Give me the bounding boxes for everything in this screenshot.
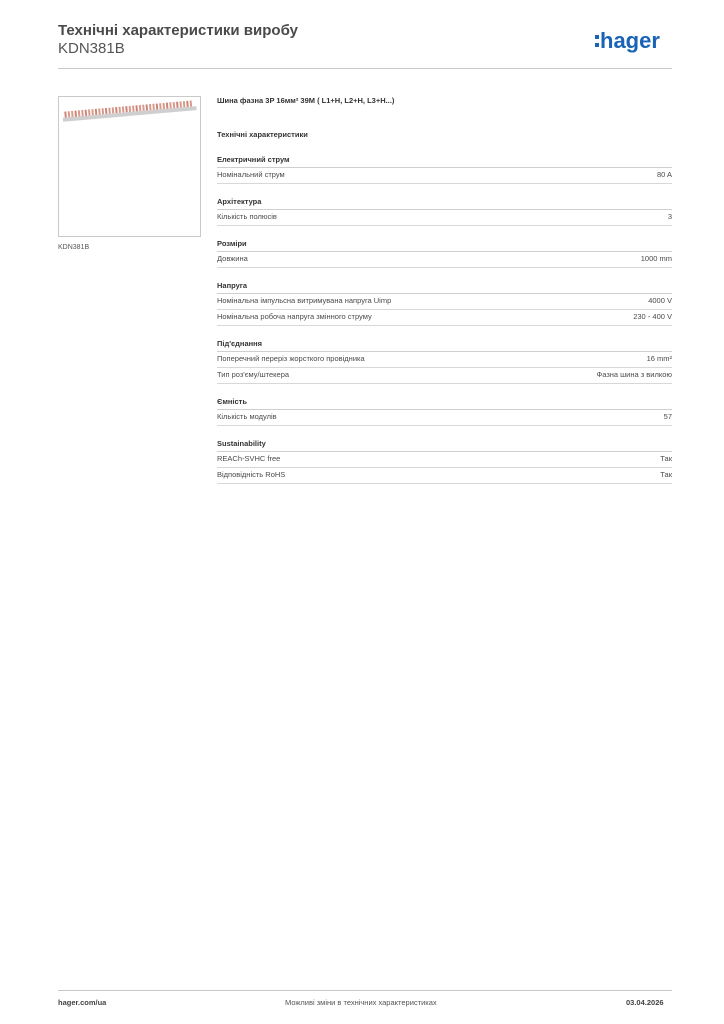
spec-label: Кількість модулів [217, 412, 277, 421]
spec-label: REACh-SVHC free [217, 454, 281, 463]
spec-group [217, 238, 672, 268]
busbar-tooth [81, 110, 84, 116]
spec-group [217, 154, 672, 184]
spec-value: 57 [663, 412, 672, 421]
busbar-tooth [95, 109, 98, 115]
busbar-tooth [179, 101, 182, 107]
spec-group [217, 280, 672, 326]
spec-label: Номінальна імпульсна витримувана напруга Uimp [217, 296, 392, 305]
busbar-tooth [74, 111, 77, 117]
spec-row [217, 168, 672, 184]
spec-row [217, 310, 672, 326]
busbar-tooth [78, 110, 81, 116]
image-caption: KDN381B [58, 244, 90, 251]
busbar-tooth [142, 105, 145, 111]
spec-label: Довжина [217, 254, 248, 263]
busbar-tooth [183, 101, 186, 107]
spec-row [217, 252, 672, 268]
spec-heading: Технічні характеристики [217, 130, 308, 139]
busbar-tooth [169, 102, 172, 108]
spec-value: 230 - 400 V [633, 312, 672, 321]
busbar-tooth [152, 104, 155, 110]
spec-label: Тип роз'єму/штекера [217, 370, 290, 379]
busbar-tooth [186, 101, 189, 107]
spec-section [217, 95, 672, 484]
spec-value: Так [660, 470, 672, 479]
logo-text: hager [600, 28, 660, 53]
product-image [58, 96, 201, 237]
spec-group-title: Електричний струм [217, 154, 672, 168]
spec-value: Фазна шина з вилкою [596, 370, 672, 379]
spec-row [217, 294, 672, 310]
busbar-tooth [173, 102, 176, 108]
busbar-tooth [71, 111, 74, 117]
spec-row [217, 210, 672, 226]
busbar-tooth [68, 111, 71, 117]
busbar-tooth [108, 108, 111, 114]
busbar-tooth [146, 104, 149, 110]
busbar-tooth [132, 106, 135, 112]
footer-note: Можливі зміни в технічних характеристиках [285, 998, 437, 1007]
product-code: KDN381B [58, 40, 125, 57]
spec-row [217, 368, 672, 384]
spec-group-title: Архітектура [217, 196, 672, 210]
spec-label: Номінальний струм [217, 170, 285, 179]
spec-value: 3 [667, 212, 672, 221]
busbar-tooth [112, 107, 115, 113]
spec-value: 16 mm² [646, 354, 672, 363]
spec-value: Так [660, 454, 672, 463]
spec-label: Кількість полюсів [217, 212, 277, 221]
spec-value: 80 A [656, 170, 672, 179]
busbar-tooth [115, 107, 118, 113]
spec-label: Номінальна робоча напруга змінного струму [217, 312, 372, 321]
spec-group [217, 196, 672, 226]
busbar-tooth [85, 110, 88, 116]
busbar-tooth [176, 102, 179, 108]
spec-label: Поперечний переріз жорсткого провідника [217, 354, 365, 363]
footer-divider [58, 990, 672, 991]
spec-group-title: Напруга [217, 280, 672, 294]
spec-group [217, 396, 672, 426]
busbar-tooth [190, 100, 193, 106]
spec-group-title: Під'єднання [217, 338, 672, 352]
header-divider [58, 68, 672, 69]
spec-group [217, 438, 672, 484]
busbar-tooth [102, 108, 105, 114]
spec-value: 1000 mm [640, 254, 672, 263]
footer-date: 03.04.2026 [626, 998, 664, 1007]
spec-row [217, 452, 672, 468]
busbar-tooth [156, 103, 159, 109]
busbar-tooth [139, 105, 142, 111]
footer-website[interactable]: hager.com/ua [58, 998, 107, 1007]
spec-group-title: Розміри [217, 238, 672, 252]
busbar-tooth [105, 108, 108, 114]
busbar-tooth [122, 106, 125, 112]
spec-value: 4000 V [648, 296, 672, 305]
busbar-tooth [91, 109, 94, 115]
spec-row [217, 468, 672, 484]
spec-label: Відповідність RoHS [217, 470, 286, 479]
spec-row [217, 410, 672, 426]
busbar-tooth [166, 103, 169, 109]
busbar-tooth [149, 104, 152, 110]
spec-group-title: Ємність [217, 396, 672, 410]
busbar-tooth [88, 109, 91, 115]
busbar-tooth [64, 111, 67, 117]
spec-row [217, 352, 672, 368]
busbar-tooth [159, 103, 162, 109]
spec-group [217, 338, 672, 384]
spec-groups [217, 154, 672, 484]
hager-logo [594, 27, 674, 53]
busbar-tooth [125, 106, 128, 112]
page-title: Технічні характеристики виробу [58, 22, 298, 39]
product-title: Шина фазна 3P 16мм² 39M ( L1+H, L2+H, L3+H...) [217, 96, 395, 105]
busbar-tooth [129, 106, 132, 112]
busbar-tooth [98, 108, 101, 114]
spec-group-title: Sustainability [217, 438, 672, 452]
busbar-tooth [135, 105, 138, 111]
busbar-tooth [118, 107, 121, 113]
busbar-tooth [163, 103, 166, 109]
busbar-illustration [59, 97, 200, 236]
